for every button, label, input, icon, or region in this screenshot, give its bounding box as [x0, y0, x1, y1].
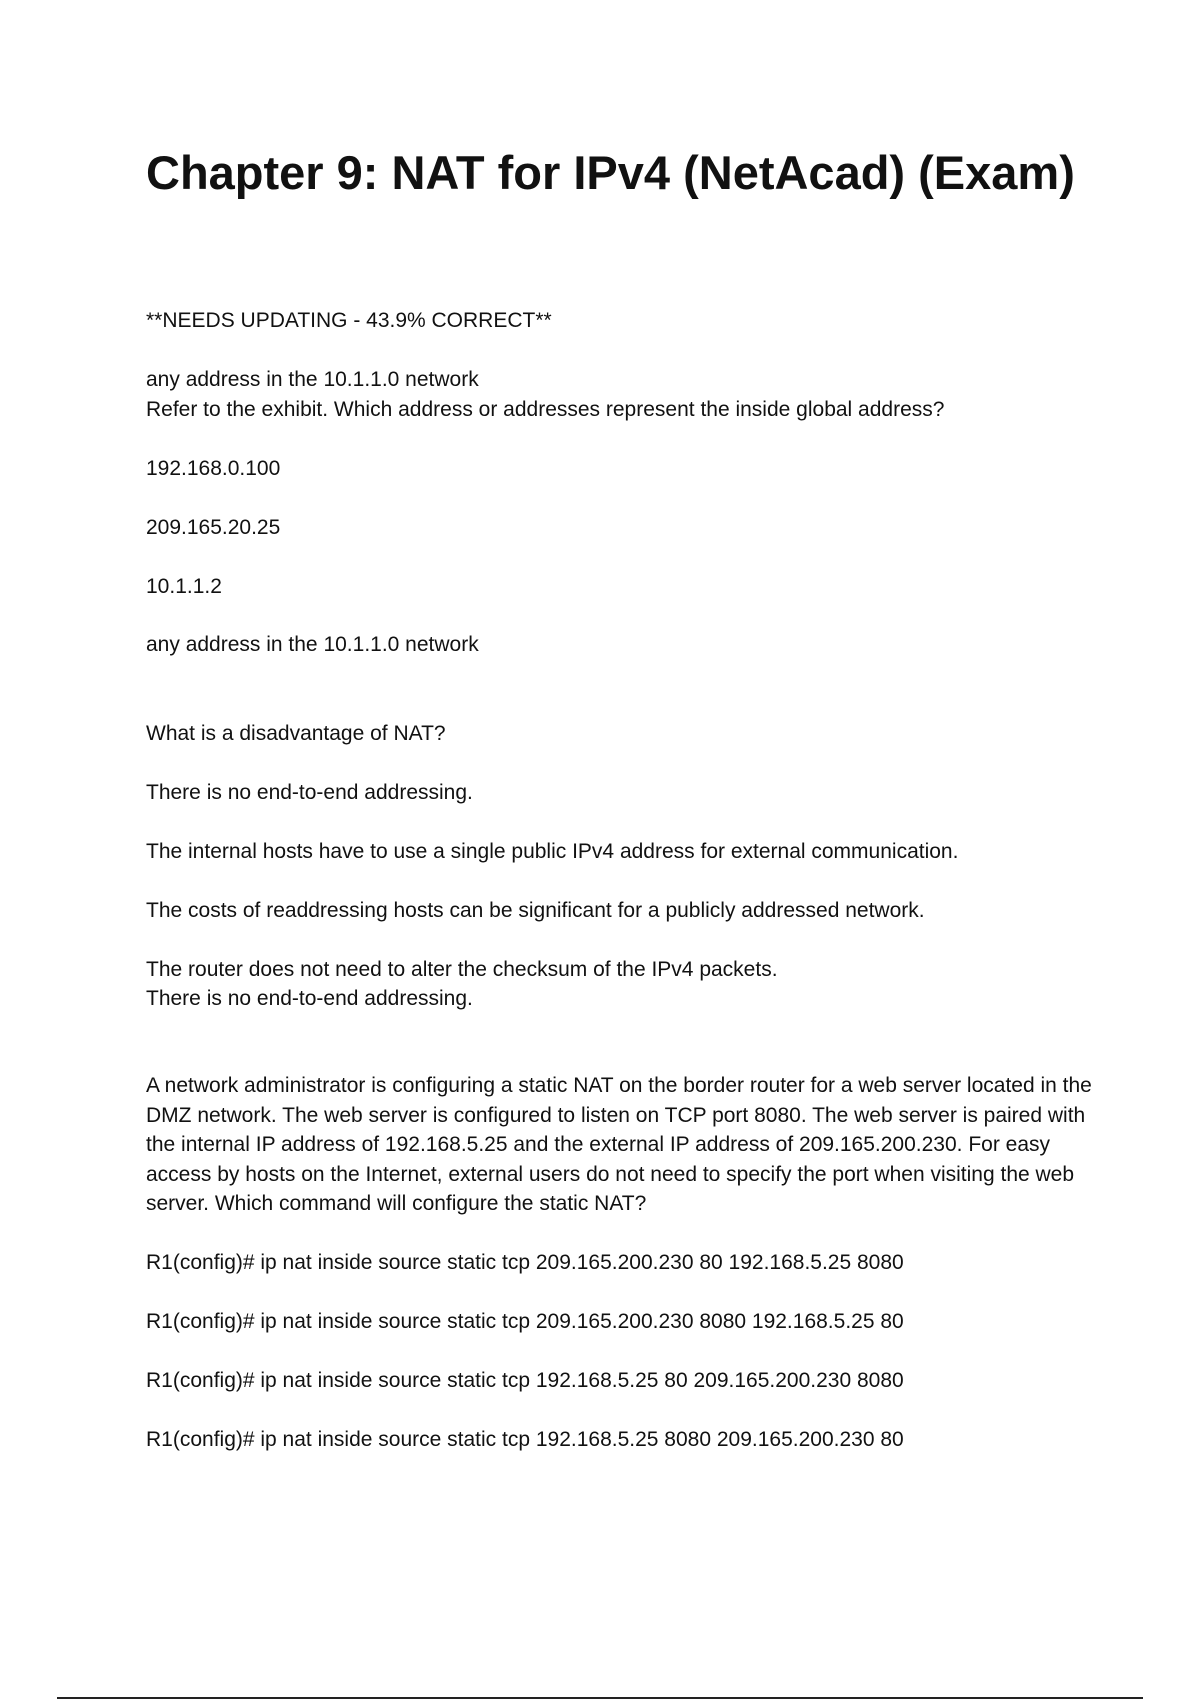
q1-answer: any address in the 10.1.1.0 network	[146, 368, 479, 391]
q1-option: 192.168.0.100	[146, 457, 281, 480]
q3-option: R1(config)# ip nat inside source static tcp 192.168.5.25 80 209.165.200.230 8080	[146, 1369, 904, 1392]
q2-option: The router does not need to alter the checksum of the IPv4 packets.	[146, 958, 778, 981]
q2-answer: There is no end-to-end addressing.	[146, 987, 473, 1010]
page-bottom-divider	[57, 1697, 1143, 1699]
q1-option: 10.1.1.2	[146, 575, 222, 598]
page-title: Chapter 9: NAT for IPv4 (NetAcad) (Exam)	[146, 146, 1075, 199]
q3-question: A network administrator is configuring a static NAT on the border router for a web server located in the DMZ network. The web server is configured to listen on TCP port 8080. The web server is paired with the internal IP address of 192.168.5.25 and the external IP address of 209.165.200.230. For easy access by hosts on the Internet, external users do not need to specify the port when visiting the web server. Which command will configure the static NAT?	[146, 1074, 1092, 1215]
q3-option: R1(config)# ip nat inside source static tcp 209.165.200.230 8080 192.168.5.25 80	[146, 1310, 904, 1333]
q1-option: any address in the 10.1.1.0 network	[146, 633, 479, 656]
q2-option: The costs of readdressing hosts can be significant for a publicly addressed network.	[146, 899, 925, 922]
q1-option: 209.165.20.25	[146, 516, 281, 539]
q2-option: There is no end-to-end addressing.	[146, 781, 473, 804]
status-note: **NEEDS UPDATING - 43.9% CORRECT**	[146, 309, 552, 332]
q3-option: R1(config)# ip nat inside source static tcp 209.165.200.230 80 192.168.5.25 8080	[146, 1251, 904, 1274]
q1-question: Refer to the exhibit. Which address or addresses represent the inside global address?	[146, 398, 945, 421]
q2-option: The internal hosts have to use a single public IPv4 address for external communication.	[146, 840, 959, 863]
q3-option: R1(config)# ip nat inside source static tcp 192.168.5.25 8080 209.165.200.230 80	[146, 1428, 904, 1451]
q2-question: What is a disadvantage of NAT?	[146, 722, 446, 745]
